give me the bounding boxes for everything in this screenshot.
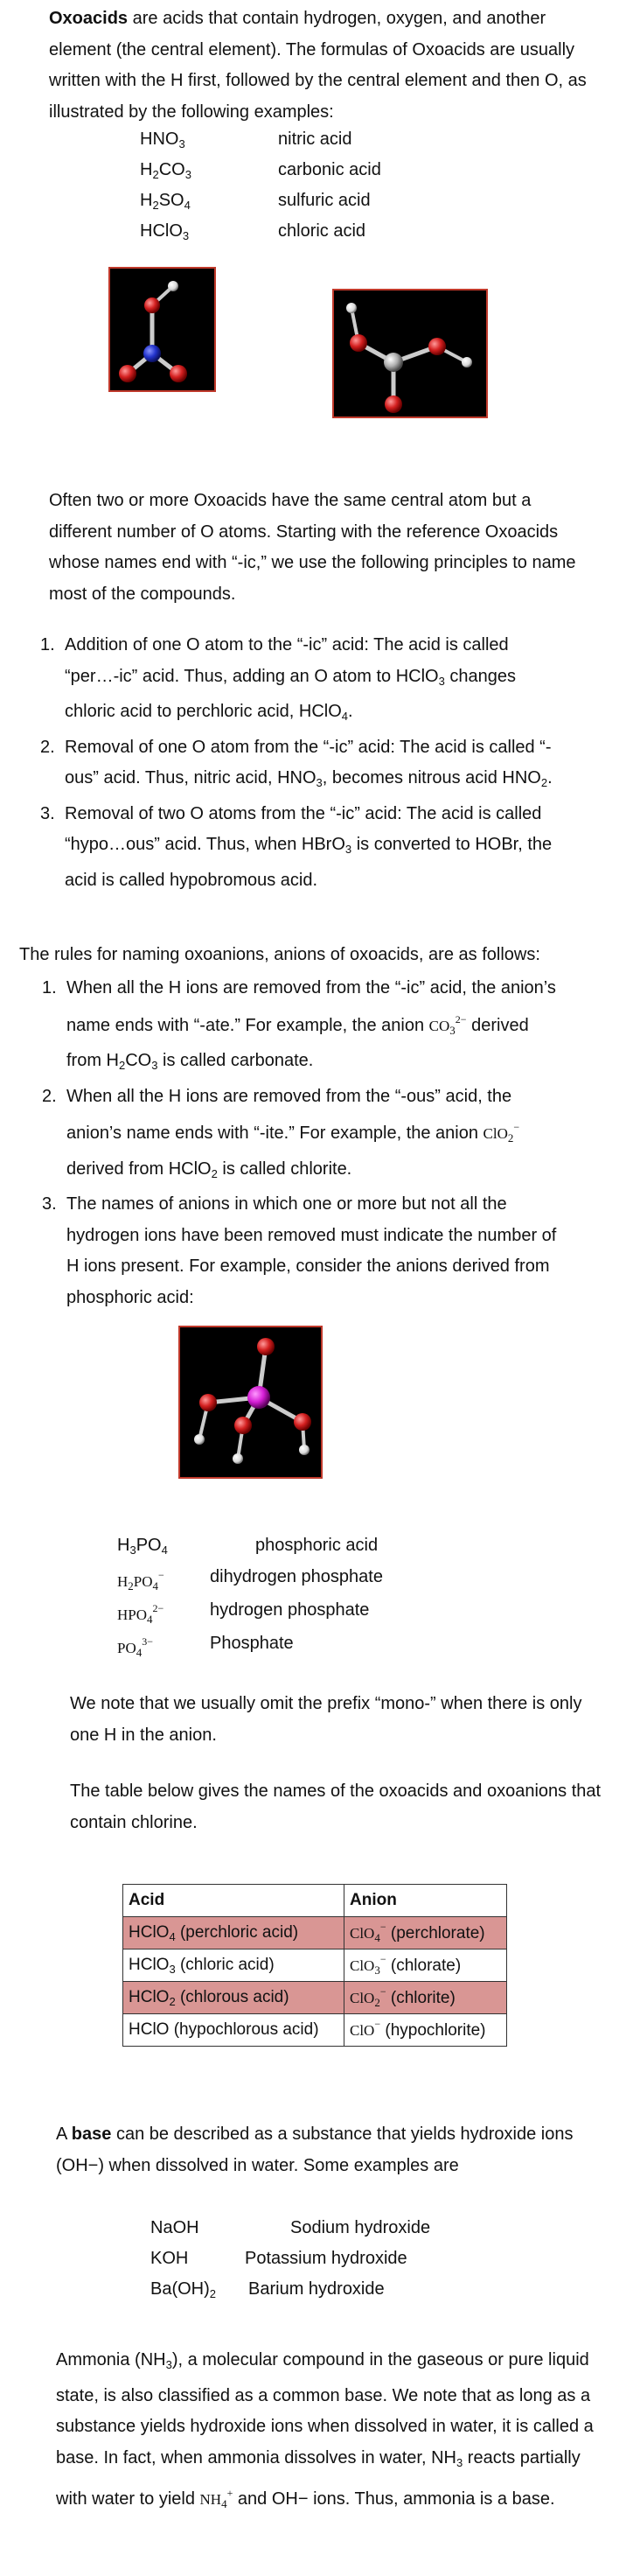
phosphate-formula: $H_3PO_4$	[117, 1536, 168, 1557]
intro-line-1: Oxoacids are acids that contain hydrogen, oxygen, and another	[49, 9, 546, 28]
rule-2: 2. When all the H ions are removed from the “-ous” acid, the	[42, 1086, 512, 1106]
table-intro: The table below gives the names of the oxoacids and oxoanions that contain chlorine.	[70, 1782, 602, 1832]
base-formula: KOH	[150, 2249, 189, 2268]
anion-cell: ClO$_4$− (perchlorate)	[344, 1917, 507, 1950]
intro-line-3: written with the H first, followed by the central element and then O, as	[49, 71, 587, 90]
base-paragraph: A base can be described as a substance that yields hydroxide ions (OH−) when dissolved in water. Some examples are	[56, 2124, 574, 2175]
base-formula: $Ba(OH)_2$	[150, 2279, 217, 2300]
intro-line-4: illustrated by the following examples:	[49, 102, 334, 122]
base-name: Sodium hydroxide	[290, 2218, 431, 2237]
base-name: Barium hydroxide	[248, 2279, 385, 2299]
table-header-row	[123, 1885, 507, 1917]
example-name: sulfuric acid	[278, 191, 371, 210]
intro-term: Oxoacids	[49, 9, 129, 28]
example-name: carbonic acid	[278, 160, 381, 179]
header-acid: Acid	[123, 1885, 344, 1917]
base-formula: NaOH	[150, 2218, 199, 2237]
principles-intro: Often two or more Oxoacids have the same central atom but a different number of O atoms. Starting with the reference Oxoacids whose names end with “-ic,” we use the following principles to name most of the compounds.	[49, 491, 576, 604]
phosphate-formula: $H_2PO_4^-$	[117, 1569, 164, 1592]
base-name: Potassium hydroxide	[245, 2249, 407, 2268]
phosphate-series	[117, 1536, 467, 1667]
example-name: chloric acid	[278, 221, 366, 241]
intro-line-2: element (the central element). The formulas of Oxoacids are usually	[49, 39, 575, 60]
phosphate-formula: $PO_4^{3-}$	[117, 1635, 154, 1659]
intro-paragraph	[49, 4, 626, 128]
example-formula: $H_2SO_4$	[140, 191, 191, 212]
rule-3: 3. The names of anions in which one or more but not all the	[42, 1194, 507, 1214]
table-row	[123, 1917, 507, 1950]
phosphate-name: phosphoric acid	[255, 1536, 379, 1555]
example-formula: $HNO_3$	[140, 130, 185, 150]
phosphate-name: dihydrogen phosphate	[210, 1567, 383, 1586]
header-anion: Anion	[344, 1885, 507, 1917]
chlorine-oxoacids-table	[122, 1884, 507, 2047]
anion-cell: ClO$_3$− (chlorate)	[344, 1950, 507, 1982]
anion-cell: ClO$_2$− (chlorite)	[344, 1982, 507, 2014]
mono-prefix-note: We note that we usually omit the prefix “mono-” when there is only one H in the anion.	[70, 1694, 582, 1745]
phosphoric-acid-molecule-image	[178, 1326, 323, 1479]
acid-cell: HClO$_2$ (chlorous acid)	[123, 1982, 344, 2014]
rules-intro: The rules for naming oxoanions, anions of oxoacids, are as follows:	[19, 945, 540, 964]
acid-cell: HClO$_4$ (perchloric acid)	[123, 1917, 344, 1950]
principle-3: 3. Removal of two O atoms from the “-ic” acid: The acid is called	[40, 803, 542, 823]
table-row	[123, 1950, 507, 1982]
acid-cell: HClO (hypochlorous acid)	[123, 2014, 344, 2047]
phosphate-formula: $HPO_4^{2-}$	[117, 1602, 164, 1626]
acid-cell: HClO$_3$ (chloric acid)	[123, 1950, 344, 1982]
nitric-acid-molecule-image	[108, 267, 216, 392]
base-term: base	[71, 2124, 112, 2144]
ammonia-paragraph: Ammonia $(NH_3)$, a molecular compound in the gaseous or pure liquid state, is also classified as a common base. We note that as long as a substance yields hydroxide ions when dissolved in water, it is called a base. In fact, when ammonia dissolves in water, $NH_3$ reacts partially with water to yield $NH_4^+$ and OH− ions. Thus, ammonia is a base.	[56, 2350, 594, 2510]
example-name: nitric acid	[278, 130, 352, 149]
phosphate-name: Phosphate	[210, 1634, 294, 1653]
principle-2: 2. Removal of one O atom from the “-ic” acid: The acid is called “-	[40, 737, 552, 757]
principles-list: 1. Addition of one O atom to the “-ic” acid: The acid is called “per…-ic” acid. Thus, adding an O atom to HClO$_3$ changes chloric acid to perchloric acid, HClO$_4$. 2. Removal of one O atom from the “-ic” acid: The acid is called “- ous” acid. Thus, nitric acid, $HNO_3$, becomes nitrous acid $HNO_2$. 3. Removal of two O atoms from the “-ic” acid: The acid is called “hypo…ous” acid. Thus, when HBrO$_3$ is converted to HOBr, the acid is called hypobromous acid.	[40, 630, 635, 896]
rules-list: 1. When all the H ions are removed from the “-ic” acid, the anion’s name ends with “-ate.” For example, the anion $CO_3^{2-}$ derived from $H_2CO_3$ is called carbonate. 2. When all the H ions are removed from the “-ous” acid, the anion’s name ends with “-ite.” For example, the anion ClO$_2$− derived from HClO$_2$ is called chlorite. 3. The names of anions in which one or more but not all the hydrogen ions have been removed must indicate the number of H ions present. For example, consider the anions derived from phosphoric acid:	[42, 973, 637, 1313]
principle-1: 1. Addition of one O atom to the “-ic” acid: The acid is called	[40, 635, 509, 654]
example-formula: $H_2CO_3$	[140, 160, 191, 181]
bases-list	[150, 2218, 500, 2314]
anion-cell: ClO− (hypochlorite)	[344, 2014, 507, 2047]
rule-1: 1. When all the H ions are removed from the “-ic” acid, the anion’s	[42, 978, 556, 998]
carbonic-acid-molecule-image	[332, 289, 488, 418]
table-row	[123, 2014, 507, 2047]
table-row	[123, 1982, 507, 2014]
example-formula: HClO$_3$	[140, 221, 190, 242]
phosphate-name: hydrogen phosphate	[210, 1600, 370, 1620]
